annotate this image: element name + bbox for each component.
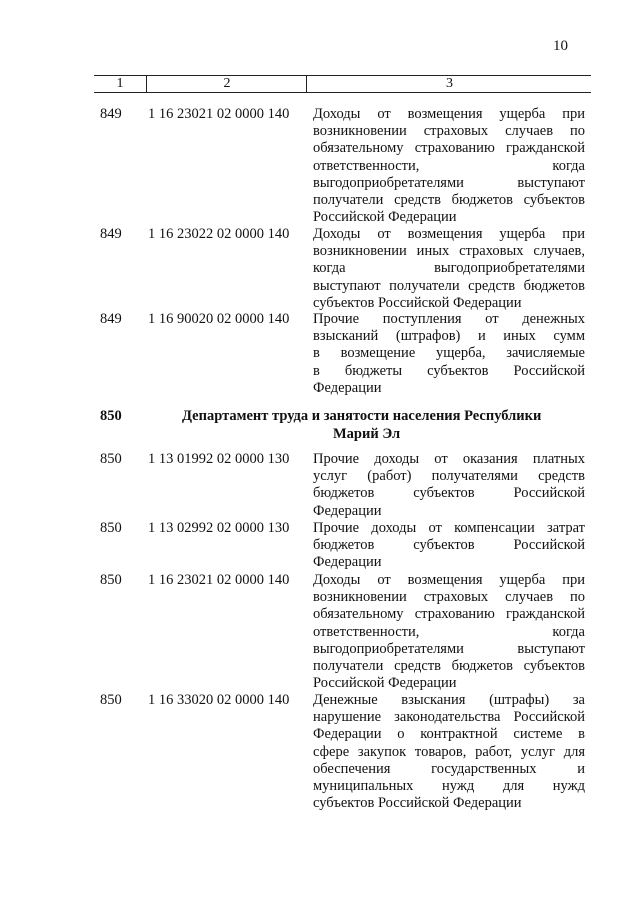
revenue-description: [313, 311, 585, 397]
section-title-line-1: Департамент труда и занятости населения Республики: [182, 408, 542, 424]
description-line: возникновении иных страховых случаев,: [313, 243, 585, 260]
header-col-3: 3: [306, 76, 592, 92]
description-line: взысканий (штрафов) и иных сумм: [313, 328, 585, 345]
description-line: нарушение законодательства Российской: [313, 709, 585, 726]
revenue-description: [313, 451, 585, 520]
description-line: Прочие поступления от денежных: [313, 311, 585, 327]
page-number: 10: [553, 38, 568, 54]
org-code: 849: [100, 226, 122, 242]
description-line: выгодоприобретателями выступают: [313, 640, 585, 657]
description-line: получатели средств бюджетов субъектов: [313, 191, 585, 208]
revenue-code: 1 16 23021 02 0000 140: [148, 106, 290, 122]
revenue-description: [313, 520, 585, 572]
revenue-code: 1 13 01992 02 0000 130: [148, 451, 290, 467]
header-col-2: 2: [146, 76, 307, 92]
description-line: Российской Федерации: [313, 209, 457, 226]
description-line: Доходы от возмещения ущерба при: [313, 106, 585, 122]
revenue-description: [313, 226, 585, 312]
description-line: ответственности, когда: [313, 157, 585, 174]
description-line: Федерации: [313, 502, 382, 519]
org-code: 850: [100, 451, 122, 467]
description-line: возникновении страховых случаев по: [313, 589, 585, 606]
org-code: 850: [100, 692, 122, 708]
revenue-description: [313, 572, 585, 692]
description-line: бюджетов субъектов Российской: [313, 485, 585, 502]
org-code: 849: [100, 106, 122, 122]
description-line: Доходы от возмещения ущерба при: [313, 572, 585, 588]
revenue-description: [313, 692, 585, 812]
description-line: Федерации: [313, 379, 382, 396]
description-line: Федерации: [313, 554, 382, 571]
header-col-1: 1: [116, 76, 124, 91]
table-header: [94, 75, 591, 93]
description-line: Прочие доходы от компенсации затрат: [313, 520, 585, 536]
revenue-code: 1 16 23021 02 0000 140: [148, 572, 290, 588]
description-line: сфере закупок товаров, работ, услуг для: [313, 743, 585, 760]
description-line: Федерации о контрактной системе в: [313, 726, 585, 743]
org-code: 850: [100, 520, 122, 536]
description-line: субъектов Российской Федерации: [313, 795, 522, 812]
revenue-description: [313, 106, 585, 226]
description-line: когда выгодоприобретателями: [313, 260, 585, 277]
section-title-line-2: Марий Эл: [333, 426, 401, 442]
description-line: Российской Федерации: [313, 675, 457, 692]
description-line: обеспечения государственных и: [313, 760, 585, 777]
description-line: выгодоприобретателями выступают: [313, 174, 585, 191]
description-line: обязательному страхованию гражданской: [313, 606, 585, 623]
description-line: ответственности, когда: [313, 623, 585, 640]
section-org-code: 850: [100, 408, 122, 424]
description-line: услуг (работ) получателями средств: [313, 468, 585, 485]
revenue-code: 1 16 23022 02 0000 140: [148, 226, 290, 242]
description-line: Доходы от возмещения ущерба при: [313, 226, 585, 242]
description-line: обязательному страхованию гражданской: [313, 140, 585, 157]
description-line: Прочие доходы от оказания платных: [313, 451, 585, 467]
org-code: 849: [100, 311, 122, 327]
revenue-code: 1 16 90020 02 0000 140: [148, 311, 290, 327]
description-line: получатели средств бюджетов субъектов: [313, 657, 585, 674]
description-line: возникновении страховых случаев по: [313, 123, 585, 140]
description-line: в возмещение ущерба, зачисляемые: [313, 345, 585, 362]
description-line: муниципальных нужд для нужд: [313, 777, 585, 794]
revenue-code: 1 13 02992 02 0000 130: [148, 520, 290, 536]
description-line: выступают получатели средств бюджетов: [313, 277, 585, 294]
description-line: субъектов Российской Федерации: [313, 294, 522, 311]
revenue-code: 1 16 33020 02 0000 140: [148, 692, 290, 708]
description-line: Денежные взыскания (штрафы) за: [313, 692, 585, 708]
description-line: бюджетов субъектов Российской: [313, 537, 585, 554]
description-line: в бюджеты субъектов Российской: [313, 362, 585, 379]
org-code: 850: [100, 572, 122, 588]
